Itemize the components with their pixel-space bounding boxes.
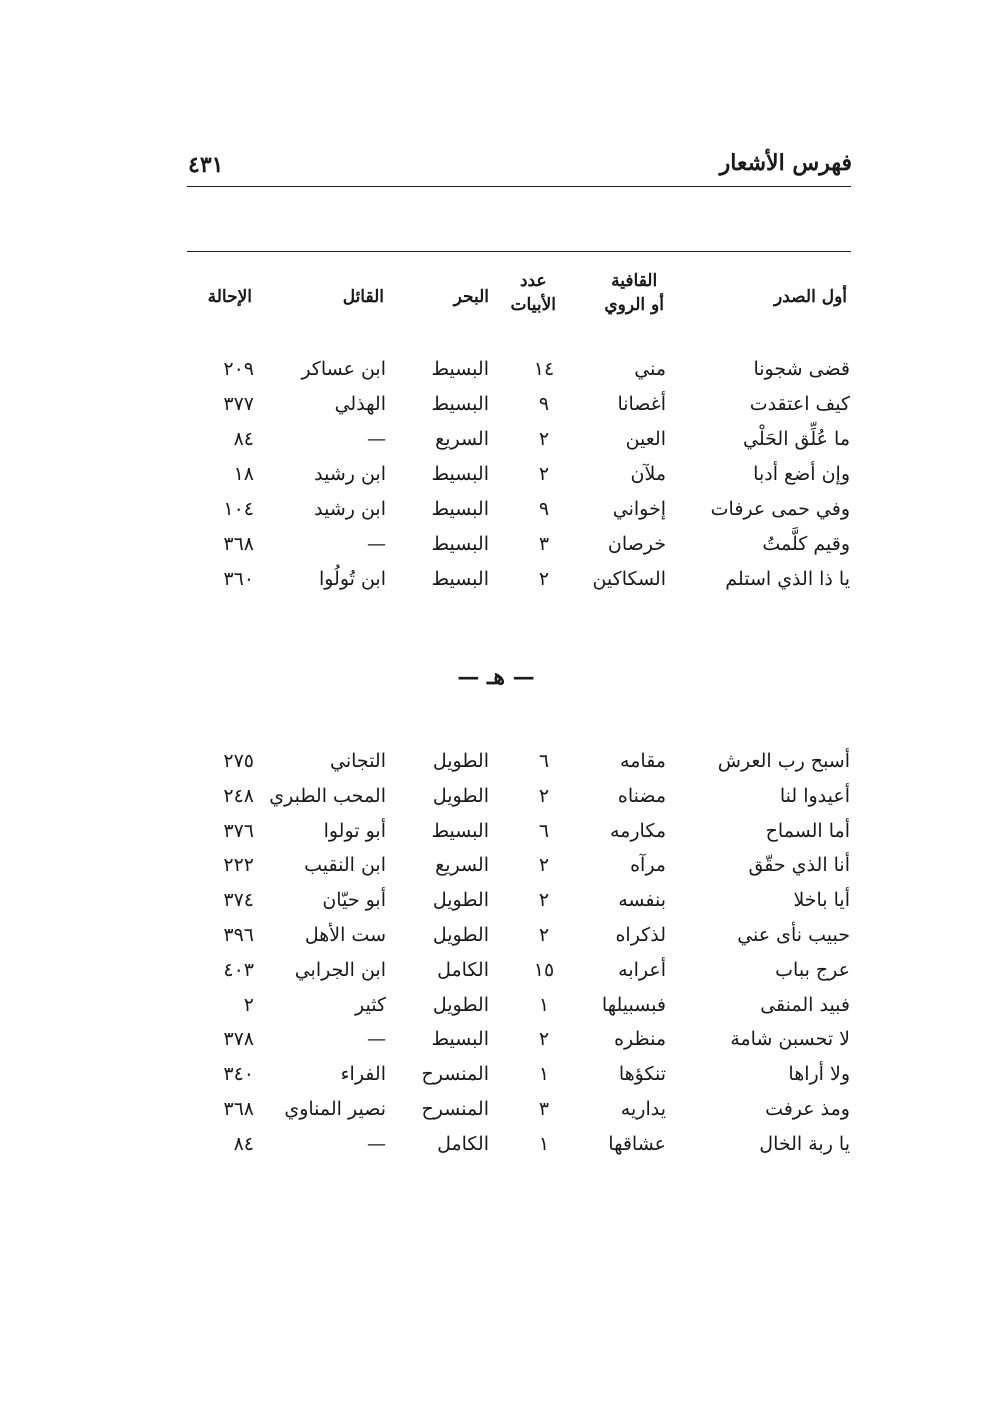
column-header-bahr: البحر <box>453 287 489 307</box>
cell-sadr: يا ذا الذي استلم <box>725 568 850 590</box>
cell-abyat: ١ <box>538 1132 550 1155</box>
cell-qail: الفراء <box>340 1063 386 1086</box>
column-header-sadr: أول الصدر <box>774 287 847 307</box>
table-row <box>0 848 992 882</box>
header-rule <box>187 186 851 187</box>
cell-qail: — <box>367 1028 386 1051</box>
cell-qafia: مني <box>634 358 666 380</box>
cell-sadr: وفي حمى عرفات <box>710 498 850 520</box>
cell-sadr: يا ربة الخال <box>759 1132 850 1155</box>
cell-qafia: خرصان <box>607 533 666 555</box>
cell-qafia: مكارمه <box>610 819 666 842</box>
cell-qail: أبو تولوا <box>323 819 386 842</box>
column-header-qafia-line1: القافية <box>611 271 658 291</box>
cell-bahr: البسيط <box>431 819 489 842</box>
cell-abyat: ٦ <box>538 819 550 842</box>
cell-bahr: الطويل <box>432 784 489 807</box>
cell-qail: أبو حيّان <box>322 889 386 912</box>
cell-sadr: عرج بباب <box>775 958 850 981</box>
cell-bahr: المنسرح <box>421 1063 489 1086</box>
cell-qail: ابن النقيب <box>304 854 386 877</box>
cell-bahr: البسيط <box>431 358 489 380</box>
table-row <box>0 779 992 813</box>
cell-qafia: السكاكين <box>592 568 666 590</box>
cell-qafia: مقامه <box>620 750 666 772</box>
cell-abyat: ١٤ <box>533 358 555 380</box>
table-row <box>0 422 992 456</box>
cell-sadr: أعيدوا لنا <box>779 784 850 807</box>
column-header-ihala: الإحالة <box>207 287 252 307</box>
cell-ihala: ٣٩٦ <box>223 924 254 946</box>
cell-qafia: مرآه <box>630 854 666 877</box>
cell-ihala: ٢٤٨ <box>223 784 254 807</box>
cell-qail: الهذلي <box>334 393 386 415</box>
cell-qafia: أغصانا <box>617 393 666 415</box>
cell-sadr: أما السماح <box>765 819 850 842</box>
cell-bahr: البسيط <box>431 568 489 590</box>
cell-bahr: الطويل <box>432 993 489 1016</box>
column-header-abyat-line1: عدد <box>519 271 547 291</box>
table-row <box>0 1057 992 1091</box>
cell-ihala: ٣٦٨ <box>223 1098 254 1120</box>
table-row <box>0 492 992 526</box>
column-header-qafia-line2: أو الروي <box>604 295 664 315</box>
cell-ihala: ٢٠٩ <box>223 358 254 380</box>
section-letter-heading: — هـ — <box>457 664 535 690</box>
cell-bahr: البسيط <box>431 498 489 520</box>
cell-bahr: البسيط <box>431 1028 489 1051</box>
page-number: ٤٣١ <box>188 152 224 178</box>
cell-qail: ابن عساكر <box>301 358 386 380</box>
cell-qafia: فبسبيلها <box>601 993 666 1016</box>
cell-ihala: ٣٧٤ <box>223 889 254 912</box>
cell-ihala: ٤٠٣ <box>223 958 254 981</box>
cell-ihala: ٨٤ <box>233 428 254 450</box>
cell-qail: — <box>367 533 386 555</box>
cell-ihala: ٣٧٨ <box>223 1028 254 1051</box>
cell-sadr: كيف اعتقدت <box>749 393 850 415</box>
cell-abyat: ٢ <box>538 568 550 590</box>
cell-sadr: أسبح رب العرش <box>717 750 850 772</box>
cell-sadr: حبيب نأى عني <box>737 924 850 946</box>
cell-sadr: وقيم كلَّمتُ <box>762 533 850 555</box>
cell-abyat: ١ <box>538 1063 550 1086</box>
cell-bahr: البسيط <box>431 393 489 415</box>
cell-bahr: الطويل <box>432 889 489 912</box>
cell-sadr: أيا باخلا <box>793 889 850 912</box>
cell-sadr: أنا الذي حقّق <box>748 854 850 877</box>
cell-ihala: ١٠٤ <box>223 498 254 520</box>
cell-qafia: لذكراه <box>615 924 666 946</box>
cell-bahr: الطويل <box>432 750 489 772</box>
cell-qail: نصير المناوي <box>284 1098 386 1120</box>
cell-bahr: السريع <box>435 854 489 877</box>
cell-ihala: ١٨ <box>233 463 254 485</box>
running-header-title: فهرس الأشعار <box>719 150 852 176</box>
cell-ihala: ٣٧٧ <box>223 393 254 415</box>
cell-qail: ابن رشيد <box>314 463 386 485</box>
cell-qail: المحب الطبري <box>269 784 386 807</box>
cell-abyat: ٣ <box>538 1098 550 1120</box>
cell-bahr: الكامل <box>437 1132 489 1155</box>
cell-abyat: ١ <box>538 993 550 1016</box>
cell-bahr: البسيط <box>431 463 489 485</box>
cell-ihala: ٢٢٢ <box>223 854 254 877</box>
cell-abyat: ٦ <box>538 750 550 772</box>
cell-abyat: ٢ <box>538 463 550 485</box>
cell-qail: ابن تُولُوا <box>318 568 386 590</box>
cell-bahr: البسيط <box>431 533 489 555</box>
table-row <box>0 814 992 848</box>
cell-qail: ابن الجرابي <box>294 958 386 981</box>
cell-abyat: ٢ <box>538 428 550 450</box>
table-row <box>0 1092 992 1126</box>
cell-ihala: ٣٦٨ <box>223 533 254 555</box>
cell-sadr: فبيد المنقى <box>760 993 850 1016</box>
cell-abyat: ٢ <box>538 854 550 877</box>
cell-abyat: ٢ <box>538 784 550 807</box>
cell-qail: — <box>367 428 386 450</box>
column-header-abyat-line2: الأبيات <box>510 295 556 315</box>
cell-bahr: المنسرح <box>421 1098 489 1120</box>
cell-qafia: مضناه <box>617 784 666 807</box>
table-row <box>0 988 992 1022</box>
cell-sadr: ما عُلِّق الحَلْي <box>743 428 850 450</box>
cell-ihala: ٣٧٦ <box>223 819 254 842</box>
cell-qafia: ملآن <box>630 463 666 485</box>
table-row <box>0 1127 992 1161</box>
table-row <box>0 953 992 987</box>
table-top-rule <box>187 251 851 252</box>
cell-ihala: ٢٧٥ <box>223 750 254 772</box>
cell-qail: التجاني <box>330 750 386 772</box>
cell-qail: ست الأهل <box>304 924 386 946</box>
table-row <box>0 883 992 917</box>
cell-bahr: السريع <box>435 428 489 450</box>
cell-abyat: ٢ <box>538 924 550 946</box>
table-row <box>0 527 992 561</box>
cell-abyat: ٣ <box>538 533 550 555</box>
cell-sadr: ولا أراها <box>788 1063 850 1086</box>
cell-qail: كثير <box>355 993 386 1016</box>
cell-abyat: ٢ <box>538 889 550 912</box>
cell-qafia: أعرابه <box>618 958 666 981</box>
cell-abyat: ١٥ <box>533 958 555 981</box>
cell-ihala: ٣٦٠ <box>223 568 254 590</box>
cell-qail: ابن رشيد <box>314 498 386 520</box>
table-row <box>0 918 992 952</box>
table-row <box>0 457 992 491</box>
cell-abyat: ٢ <box>538 1028 550 1051</box>
cell-sadr: لا تحسبن شامة <box>730 1028 850 1051</box>
cell-qafia: عشاقها <box>608 1132 666 1155</box>
cell-bahr: الطويل <box>432 924 489 946</box>
column-header-abyat <box>511 269 556 317</box>
table-row <box>0 387 992 421</box>
cell-qafia: تنكؤها <box>618 1063 666 1086</box>
cell-qafia: منظره <box>614 1028 666 1051</box>
cell-ihala: ٢ <box>243 993 254 1016</box>
cell-qafia: يداريه <box>620 1098 666 1120</box>
cell-qafia: إخواني <box>612 498 666 520</box>
cell-qafia: بنفسه <box>618 889 666 912</box>
table-row <box>0 562 992 596</box>
table-row <box>0 1022 992 1056</box>
cell-sadr: قضى شجونا <box>753 358 850 380</box>
cell-abyat: ٩ <box>538 498 550 520</box>
table-row <box>0 744 992 778</box>
column-header-qail: القائل <box>342 287 384 307</box>
cell-qafia: العين <box>625 428 666 450</box>
table-row <box>0 352 992 386</box>
cell-sadr: ومذ عرفت <box>765 1098 850 1120</box>
cell-sadr: وإن أضع أدبا <box>753 463 850 485</box>
cell-qail: — <box>367 1132 386 1155</box>
cell-abyat: ٩ <box>538 393 550 415</box>
cell-bahr: الكامل <box>437 958 489 981</box>
cell-ihala: ٨٤ <box>233 1132 254 1155</box>
column-header-qafia <box>604 269 664 317</box>
cell-ihala: ٣٤٠ <box>223 1063 254 1086</box>
